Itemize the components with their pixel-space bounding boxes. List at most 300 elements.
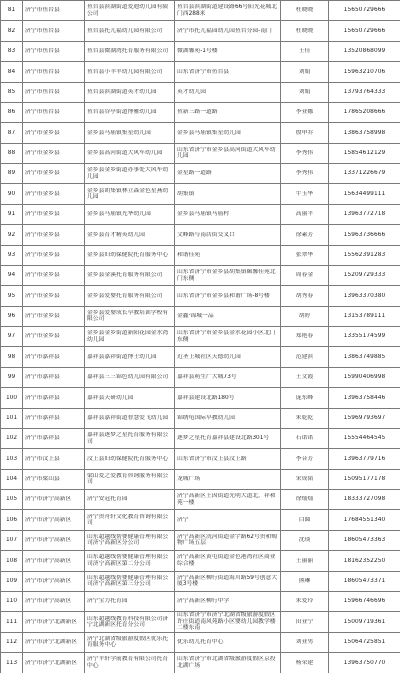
institution-name-cell	[85, 632, 175, 652]
row-number-text: 95	[7, 292, 16, 299]
phone-number-cell-text: 15969793697	[343, 414, 386, 421]
phone-number-cell	[329, 388, 400, 408]
row-number-text: 87	[7, 129, 16, 136]
address-cell	[175, 123, 281, 143]
address-cell	[175, 41, 281, 61]
institution-name-cell	[85, 551, 175, 571]
row-number	[1, 1, 23, 21]
region-cell-text: 济宁市金乡县	[25, 170, 60, 177]
phone-number-cell	[329, 551, 400, 571]
phone-number-cell-text: 15095177178	[343, 476, 386, 483]
table-row	[1, 388, 400, 408]
institution-name-cell	[85, 1, 175, 21]
address-cell-text: 优乐幼儿托育中心	[177, 639, 224, 646]
table-row	[1, 428, 400, 448]
contact-person-cell	[281, 245, 329, 265]
row-number-text: 89	[7, 170, 16, 177]
address-cell	[175, 490, 281, 510]
address-cell-text: 金星路一道路	[177, 170, 212, 177]
institution-name-cell-text: 山东超越线教育科技有限公司济宁北湖新区托育分公司	[87, 615, 169, 628]
institution-name-cell-text: 鱼台县托儿福幼儿园有限公司	[87, 27, 163, 34]
phone-number-cell-text: 13963779716	[343, 455, 386, 462]
contact-person-cell-text: 王丽丽	[295, 557, 314, 564]
row-number-text: 113	[5, 659, 18, 666]
address-cell-text: 英才幼儿园	[177, 88, 206, 95]
region-cell	[23, 265, 85, 285]
row-number	[1, 184, 23, 204]
row-number	[1, 632, 23, 652]
institution-name-cell	[85, 591, 175, 611]
row-number	[1, 510, 23, 530]
contact-person-cell	[281, 551, 329, 571]
region-cell-text: 济宁市嘉祥县	[25, 394, 60, 401]
region-cell	[23, 632, 85, 652]
row-number	[1, 469, 23, 489]
address-cell-text: 逐梦之星托育嘉祥县建设北路301号	[177, 435, 270, 442]
address-cell	[175, 184, 281, 204]
institution-name-cell-text: 鱼台县滨湖街道爱迪幼儿园有限公司	[87, 4, 169, 17]
row-number	[1, 164, 23, 184]
row-number-text: 85	[7, 88, 16, 95]
contact-person-cell-text: 沈琰	[298, 537, 311, 544]
contact-person-cell-text: 郑艳春	[295, 333, 314, 340]
table-row	[1, 62, 400, 82]
region-cell	[23, 1, 85, 21]
row-number	[1, 408, 23, 428]
region-cell	[23, 510, 85, 530]
phone-number-cell	[329, 184, 400, 204]
phone-number-cell-text: 17684551340	[343, 516, 386, 523]
contact-person-cell	[281, 21, 329, 41]
region-cell	[23, 82, 85, 102]
phone-number-cell	[329, 530, 400, 550]
table-row	[1, 530, 400, 550]
region-cell	[23, 612, 85, 633]
region-cell-text: 济宁市济宁高新区	[25, 577, 72, 584]
row-number	[1, 123, 23, 143]
contact-person-cell-text: 殷申乔	[295, 129, 314, 136]
institution-name-cell	[85, 571, 175, 591]
contact-person-cell	[281, 265, 329, 285]
region-cell	[23, 245, 85, 265]
row-number-text: 86	[7, 109, 16, 116]
row-number	[1, 428, 23, 448]
row-number-text: 98	[7, 353, 16, 360]
phone-number-cell-text: 15854612129	[343, 150, 386, 157]
institution-name-cell-text: 金乡县爱婴成长早教培训学校有限公司	[87, 309, 169, 323]
contact-person-cell-text: 胡秀春	[295, 292, 314, 299]
institution-name-cell-text: 汶上县妇幼保健院托育服务中心	[87, 455, 169, 462]
contact-person-cell	[281, 184, 329, 204]
institution-name-cell-text: 鱼台县谷亭街道博雅幼儿园	[87, 109, 157, 116]
table-row	[1, 21, 400, 41]
contact-person-cell-text: 王佳	[298, 48, 311, 55]
address-cell-text: 锦绣龟国际早教幼儿园	[177, 414, 235, 421]
contact-person-cell	[281, 164, 329, 184]
region-cell	[23, 143, 85, 163]
region-cell	[23, 164, 85, 184]
contact-person-cell-text: 徐素芳	[295, 231, 314, 238]
table-row	[1, 225, 400, 245]
phone-number-cell-text: 13793764333	[343, 88, 386, 95]
row-number	[1, 62, 23, 82]
contact-person-cell	[281, 102, 329, 122]
contact-person-cell	[281, 510, 329, 530]
address-cell	[175, 164, 281, 184]
contact-person-cell	[281, 347, 329, 367]
row-number	[1, 102, 23, 122]
region-cell	[23, 21, 85, 41]
phone-number-cell	[329, 62, 400, 82]
contact-person-cell-text: 周春金	[295, 272, 314, 279]
row-number-text: 109	[5, 577, 18, 584]
contact-person-cell-text: 李音芳	[295, 455, 314, 462]
table-body	[1, 1, 400, 673]
contact-person-cell-text: 刘亚男	[295, 639, 314, 646]
contact-person-cell-text: 李亚娜	[295, 109, 314, 116]
phone-number-cell	[329, 21, 400, 41]
region-cell	[23, 286, 85, 306]
phone-number-cell-text: 13863749885	[343, 353, 386, 360]
address-cell	[175, 551, 281, 571]
institution-name-cell-text: 梁山爱之爱教育咨询服务有限公司	[87, 472, 169, 486]
region-cell	[23, 469, 85, 489]
row-number	[1, 265, 23, 285]
address-cell	[175, 428, 281, 448]
institution-name-cell-text: 金乡县金乡街道新阳花园金水湾幼儿园	[87, 330, 169, 343]
address-cell-text: 济宁	[177, 516, 189, 523]
contact-person-cell-text: 杜晓晓	[295, 7, 314, 14]
region-cell-text: 济宁市金乡县	[25, 313, 60, 320]
region-cell	[23, 367, 85, 387]
contact-person-cell	[281, 428, 329, 448]
institution-name-cell-text: 金乡县马庙镇光华幼儿园	[87, 211, 151, 218]
phone-number-cell-text: 18333727098	[343, 496, 386, 503]
address-cell-text: 山东省济宁市北湖省级旅游度假区京投北湖广场	[177, 656, 276, 669]
table-row	[1, 245, 400, 265]
contact-person-cell	[281, 591, 329, 611]
region-cell-text: 济宁市金乡县	[25, 129, 60, 136]
phone-number-cell	[329, 204, 400, 224]
table-row	[1, 490, 400, 510]
region-cell	[23, 551, 85, 571]
institution-name-cell	[85, 225, 175, 245]
row-number-text: 107	[5, 537, 18, 544]
contact-person-cell	[281, 82, 329, 102]
institution-name-cell-text: 金乡县马庙镇集星幼儿园	[87, 129, 151, 136]
address-cell	[175, 204, 281, 224]
row-number-text: 91	[7, 211, 16, 218]
row-number-text: 101	[5, 414, 18, 421]
address-cell-text: 鱼新三路一道路	[177, 109, 218, 116]
region-cell-text: 济宁市鱼台县	[25, 68, 60, 75]
institution-name-cell	[85, 388, 175, 408]
phone-number-cell-text: 13963772718	[343, 211, 386, 218]
address-cell	[175, 449, 281, 469]
address-cell	[175, 1, 281, 21]
phone-number-cell-text: 15009719361	[343, 618, 386, 625]
contact-person-cell	[281, 143, 329, 163]
row-number	[1, 653, 23, 673]
table-row	[1, 1, 400, 21]
region-cell-text: 济宁市鱼台县	[25, 7, 60, 14]
contact-person-cell	[281, 530, 329, 550]
contact-person-cell-text: 张翠华	[295, 251, 314, 258]
institution-name-cell-text: 嘉祥县嘉祥街道博士幼儿园	[87, 353, 157, 360]
region-cell-text: 济宁市嘉祥县	[25, 435, 60, 442]
institution-name-cell-text: 金乡县育才精英幼儿园	[87, 231, 145, 238]
region-cell-text: 济宁市金乡县	[25, 251, 60, 258]
row-number-text: 100	[5, 394, 18, 401]
address-cell-text: 山东省济宁市济宁北湖省级旅游度假区许庄街道南风苑路小区婴幼儿园教学楼二楼东南	[177, 612, 276, 632]
row-number-text: 81	[7, 7, 16, 14]
region-cell	[23, 428, 85, 448]
address-cell-text: 嘉祥县建设北路180号	[177, 394, 235, 401]
institution-name-cell	[85, 367, 175, 387]
row-number	[1, 327, 23, 347]
address-cell	[175, 286, 281, 306]
region-cell	[23, 347, 85, 367]
region-cell-text: 济宁市梁山县	[25, 476, 60, 483]
region-cell	[23, 327, 85, 347]
institution-name-cell	[85, 530, 175, 550]
address-cell-text: 山东省济宁市金乡县和谐广场-8号楼	[177, 292, 270, 299]
address-cell-text: 济宁高新区王因街道光明大道北，祥和苑一楼	[177, 493, 276, 506]
institution-name-cell	[85, 347, 175, 367]
row-number-text: 106	[5, 516, 18, 523]
contact-person-cell-text: 宋成韬	[295, 476, 314, 483]
row-number	[1, 490, 23, 510]
row-number	[1, 551, 23, 571]
phone-number-cell	[329, 591, 400, 611]
phone-number-cell-text: 15064725851	[343, 639, 386, 646]
region-cell-text: 济宁市嘉祥县	[25, 374, 60, 381]
row-number-text: 112	[5, 639, 18, 646]
contact-person-cell	[281, 225, 329, 245]
region-cell-text: 济宁市济宁高新区	[25, 557, 72, 564]
region-cell-text: 济宁市鱼台县	[25, 27, 60, 34]
institution-name-cell	[85, 265, 175, 285]
contact-person-cell-text: 李秀伟	[295, 150, 314, 157]
row-number	[1, 306, 23, 326]
address-cell	[175, 21, 281, 41]
contact-person-cell-text: 刘娟	[298, 68, 311, 75]
contact-person-cell-text: 王文霞	[295, 374, 314, 381]
institution-name-cell-text: 金乡县高河街道大风车幼儿园	[87, 150, 163, 157]
table-row	[1, 265, 400, 285]
contact-person-cell-text: 杨荣建	[295, 659, 314, 666]
region-cell	[23, 306, 85, 326]
institution-name-cell-text: 鱼台县滨湖街道英才幼儿园	[87, 88, 157, 95]
region-cell	[23, 530, 85, 550]
row-number-text: 110	[5, 598, 18, 605]
phone-number-cell-text: 15650729666	[343, 27, 386, 34]
institution-name-cell	[85, 123, 175, 143]
region-cell-text: 济宁市嘉祥县	[25, 353, 60, 360]
table-row	[1, 123, 400, 143]
address-cell	[175, 612, 281, 633]
address-cell	[175, 591, 281, 611]
address-cell-text: 龙城广场	[177, 476, 201, 483]
phone-number-cell-text: 15990406998	[343, 374, 386, 381]
institution-name-cell-text: 金乡县妇幼保健院托育服务中心	[87, 251, 169, 258]
address-cell	[175, 245, 281, 265]
region-cell	[23, 571, 85, 591]
row-number	[1, 571, 23, 591]
institution-name-cell-text: 金乡县金溪托育服务有限公司	[87, 272, 163, 279]
institution-name-cell-text: 嘉祥县天研幼儿园	[87, 394, 134, 401]
row-number-text: 104	[5, 476, 18, 483]
phone-number-cell-text: 13963758446	[343, 394, 386, 401]
region-cell	[23, 225, 85, 245]
address-cell-text: 微湖馨苑-1号楼	[177, 48, 218, 55]
phone-number-cell	[329, 612, 400, 633]
phone-number-cell	[329, 123, 400, 143]
contact-person-cell	[281, 204, 329, 224]
row-number	[1, 388, 23, 408]
phone-number-cell-text: 13371226679	[343, 170, 386, 177]
address-cell	[175, 82, 281, 102]
contact-person-cell-text: 高丽平	[295, 211, 314, 218]
phone-number-cell	[329, 571, 400, 591]
region-cell-text: 济宁市金乡县	[25, 150, 60, 157]
address-cell-text: 和谐佳苑	[177, 251, 201, 258]
table-row	[1, 41, 400, 61]
table-row	[1, 469, 400, 489]
region-cell-text: 济宁市鱼台县	[25, 109, 60, 116]
phone-number-cell-text: 15963210706	[343, 68, 386, 75]
row-number	[1, 449, 23, 469]
contact-person-cell	[281, 469, 329, 489]
institution-name-cell	[85, 184, 175, 204]
region-cell	[23, 184, 85, 204]
region-cell	[23, 204, 85, 224]
region-cell	[23, 123, 85, 143]
table-row	[1, 102, 400, 122]
row-number-text: 99	[7, 374, 16, 381]
phone-number-cell	[329, 1, 400, 21]
institution-name-cell-text: 金乡县金乡街道办事处大风车幼儿园	[87, 167, 169, 180]
address-cell	[175, 265, 281, 285]
region-cell-text: 济宁市金乡县	[25, 231, 60, 238]
address-cell	[175, 143, 281, 163]
address-cell	[175, 571, 281, 591]
region-cell-text: 济宁市济宁高新区	[25, 598, 72, 605]
contact-person-cell-text: 白圆	[298, 516, 311, 523]
region-cell	[23, 490, 85, 510]
row-number-text: 94	[7, 272, 16, 279]
address-cell	[175, 367, 281, 387]
phone-number-cell	[329, 632, 400, 652]
row-number-text: 90	[7, 190, 16, 197]
region-cell	[23, 102, 85, 122]
phone-number-cell	[329, 428, 400, 448]
institution-name-cell	[85, 82, 175, 102]
region-cell	[23, 449, 85, 469]
phone-number-cell-text: 15966746696	[343, 598, 386, 605]
institution-name-cell-text: 嘉祥县逐梦之星托育服务有限公司	[87, 432, 169, 445]
address-cell	[175, 408, 281, 428]
region-cell	[23, 653, 85, 673]
contact-person-cell-text: 范建滨	[295, 353, 314, 360]
contact-person-cell	[281, 612, 329, 633]
institution-name-cell	[85, 449, 175, 469]
table-row	[1, 306, 400, 326]
contact-person-cell-text: 朱爱玲	[295, 598, 314, 605]
institution-name-cell	[85, 612, 175, 633]
table-row	[1, 184, 400, 204]
phone-number-cell-text: 15209729333	[343, 272, 386, 279]
phone-number-cell	[329, 306, 400, 326]
row-number	[1, 41, 23, 61]
table-row	[1, 510, 400, 530]
institution-name-cell-text: 山东超越线帮婴健康管理有限公司济宁高新区第三分公司	[87, 574, 169, 588]
table-row	[1, 347, 400, 367]
contact-person-cell	[281, 653, 329, 673]
institution-name-cell-text: 山东超越线帮婴健康管理有限公司济宁高新区第二分公司	[87, 554, 169, 567]
row-number-text: 96	[7, 313, 16, 320]
address-cell	[175, 388, 281, 408]
table-row	[1, 591, 400, 611]
table-row	[1, 286, 400, 306]
phone-number-cell	[329, 490, 400, 510]
address-cell-text: 近圣上城社区天德幼儿园	[177, 353, 241, 360]
address-cell-text: 胡集镇	[177, 190, 195, 197]
phone-number-cell	[329, 41, 400, 61]
address-cell	[175, 306, 281, 326]
contact-person-cell	[281, 632, 329, 652]
institution-name-cell	[85, 41, 175, 61]
region-cell-text: 济宁市济宁高新区	[25, 496, 72, 503]
address-cell	[175, 469, 281, 489]
table-row	[1, 82, 400, 102]
phone-number-cell	[329, 164, 400, 184]
institution-name-cell	[85, 490, 175, 510]
phone-number-cell-text: 13963750770	[343, 659, 386, 666]
address-cell-text: 文峰路与南店街交叉口	[177, 231, 235, 238]
contact-person-cell-text: 牛玉华	[295, 190, 314, 197]
contact-person-cell-text: 石诺诺	[295, 435, 314, 442]
row-number-text: 82	[7, 27, 16, 34]
table-row	[1, 571, 400, 591]
contact-person-cell	[281, 306, 329, 326]
region-cell-text: 济宁市金乡县	[25, 190, 60, 197]
table-row	[1, 367, 400, 387]
institution-name-cell-text: 金乡县胡集镇林立森金色星燕幼儿园	[87, 187, 169, 201]
table-row	[1, 449, 400, 469]
region-cell-text: 济宁市金乡县	[25, 272, 60, 279]
address-cell	[175, 62, 281, 82]
phone-number-cell	[329, 408, 400, 428]
table-row	[1, 327, 400, 347]
contact-person-cell	[281, 41, 329, 61]
phone-number-cell	[329, 286, 400, 306]
phone-number-cell-text: 18605473363	[343, 537, 386, 544]
address-cell-text: 山东省济宁市鱼台县	[177, 68, 230, 75]
phone-number-cell-text: 18605473371	[343, 577, 386, 584]
institution-name-cell-text: 济宁宝力托育园	[87, 598, 128, 605]
institution-name-cell	[85, 204, 175, 224]
address-cell	[175, 102, 281, 122]
address-cell	[175, 653, 281, 673]
institution-name-cell	[85, 327, 175, 347]
row-number	[1, 612, 23, 633]
institution-name-cell	[85, 306, 175, 326]
phone-number-cell-text: 18162352250	[343, 557, 386, 564]
phone-number-cell	[329, 82, 400, 102]
phone-number-cell	[329, 143, 400, 163]
phone-number-cell-text: 17865208666	[343, 109, 386, 116]
